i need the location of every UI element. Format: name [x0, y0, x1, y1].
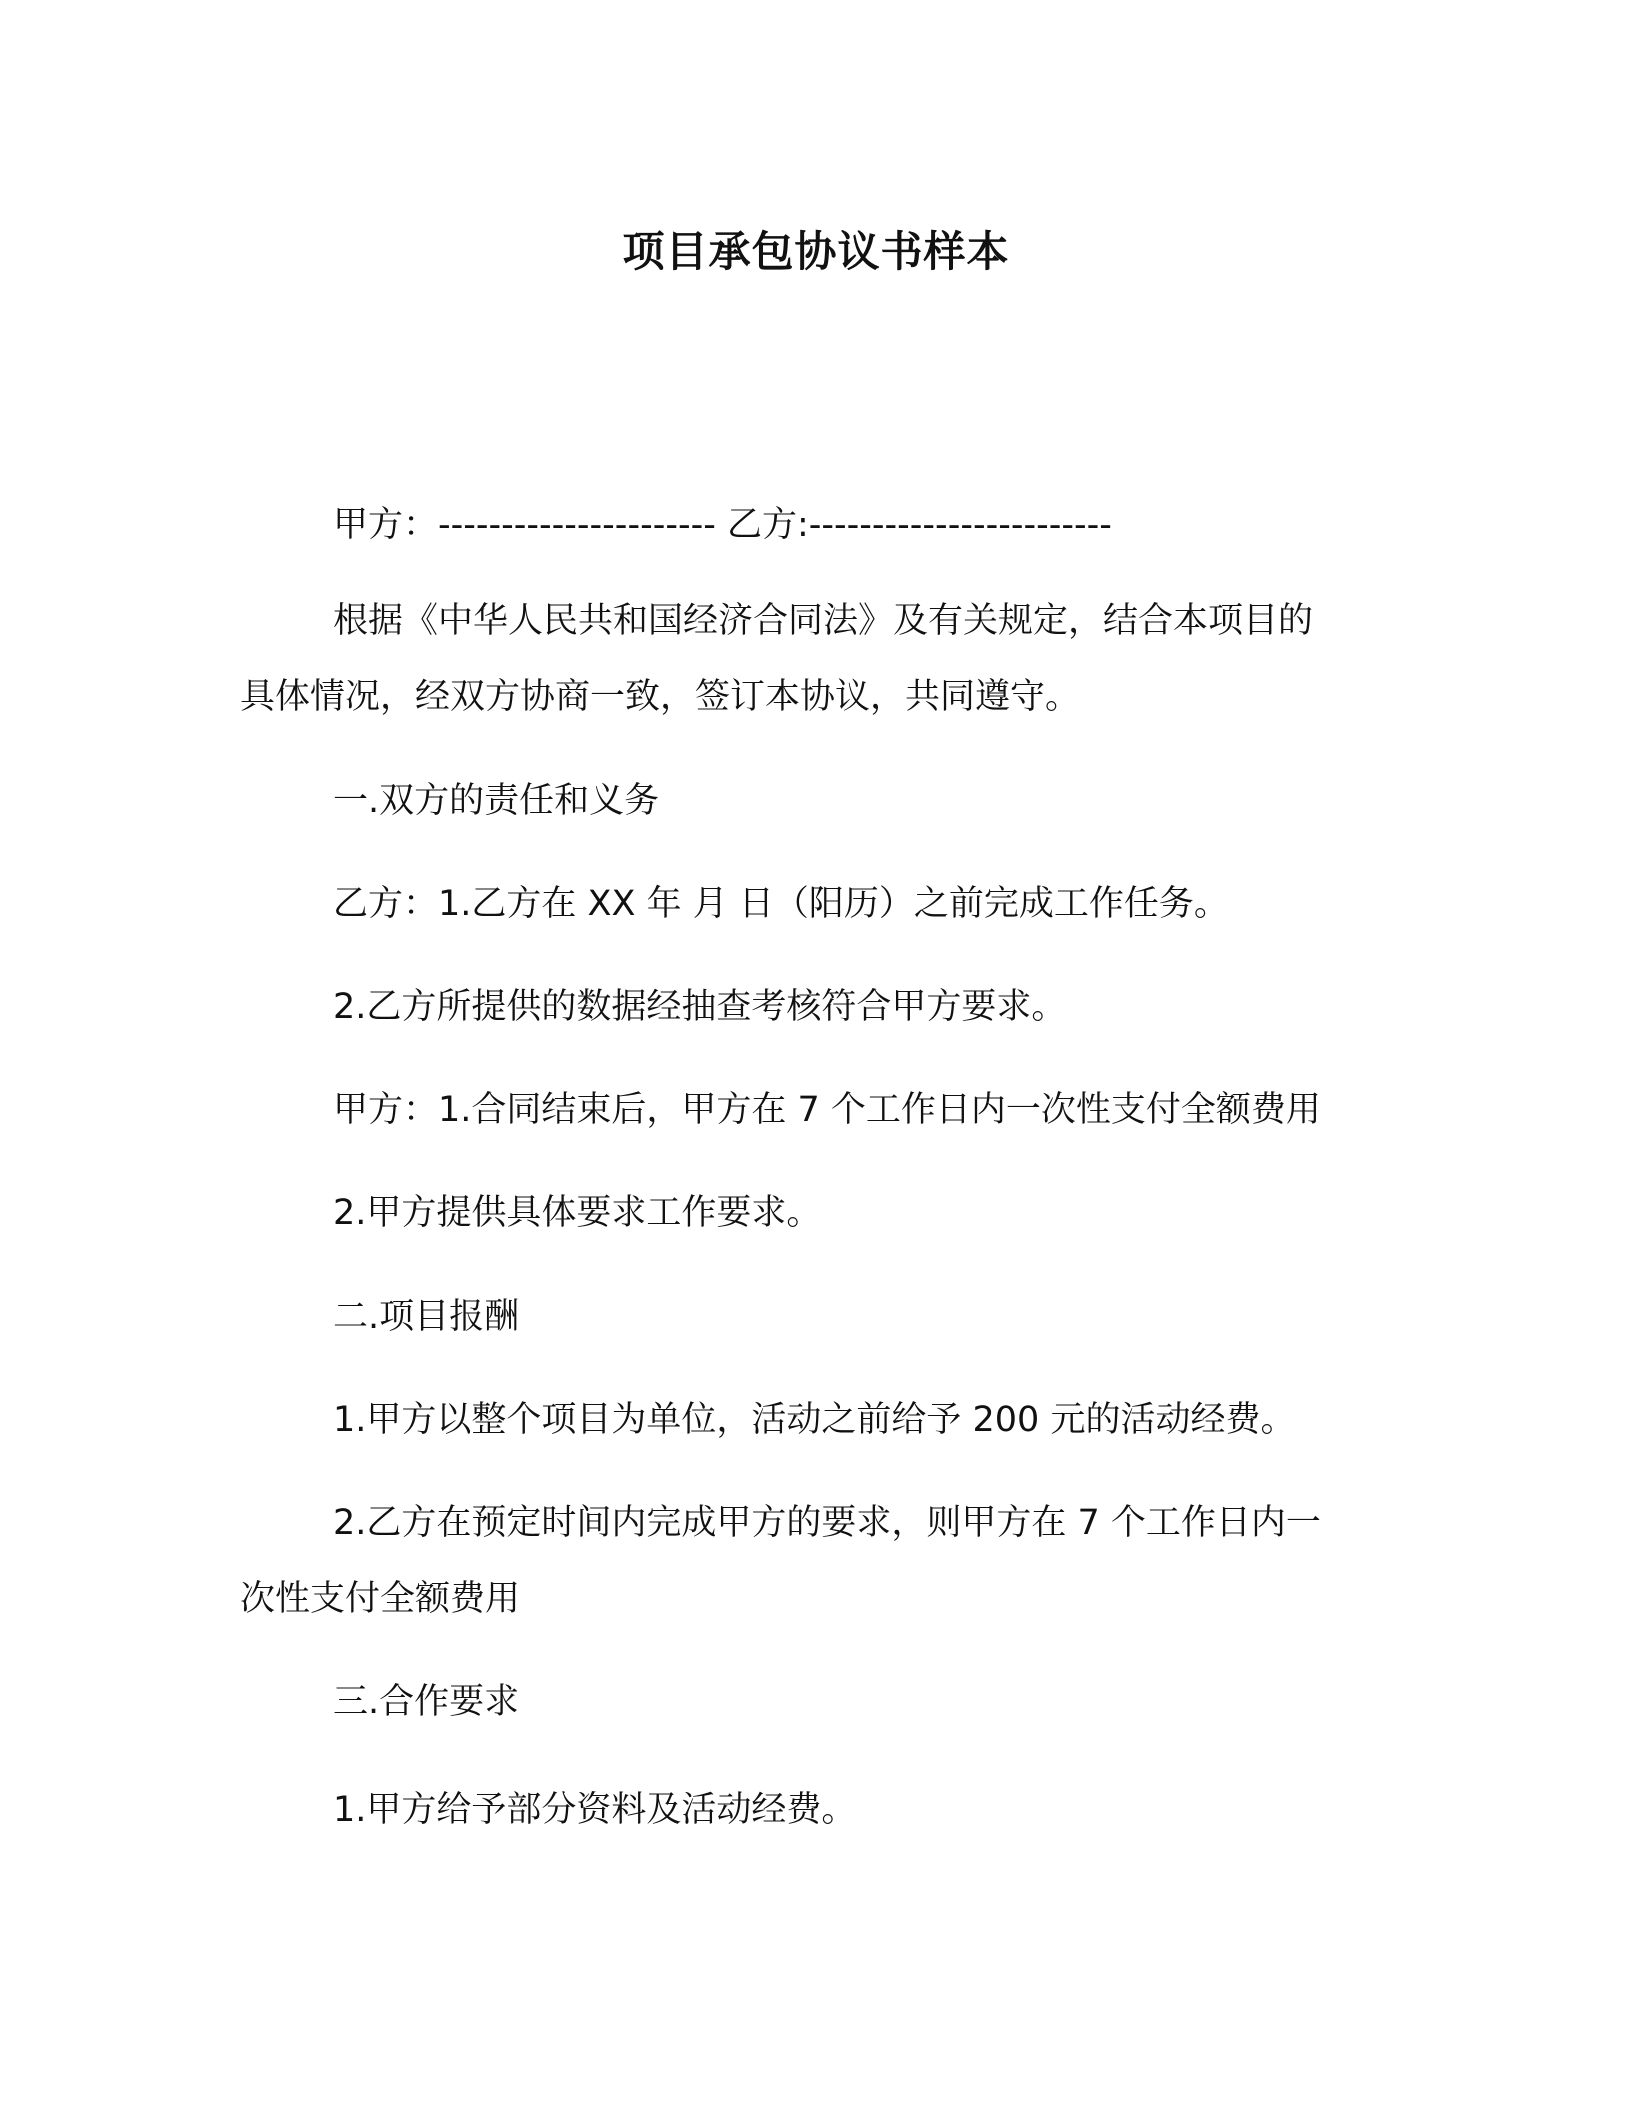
- section-1-heading: 一.双方的责任和义务: [333, 781, 660, 821]
- document-title: 项目承包协议书样本: [622, 227, 1010, 276]
- section-1-jia-item-2: 2.甲方提供具体要求工作要求。: [333, 1193, 822, 1233]
- section-2-item-2-line-1: 2.乙方在预定时间内完成甲方的要求，则甲方在 7 个工作日内一: [333, 1503, 1321, 1543]
- section-2-item-1: 1.甲方以整个项目为单位，活动之前给予 200 元的活动经费。: [333, 1400, 1296, 1440]
- section-1-yi-item-1: 乙方：1.乙方在 XX 年 月 日（阳历）之前完成工作任务。: [333, 884, 1229, 924]
- intro-line-2: 具体情况，经双方协商一致，签订本协议，共同遵守。: [240, 677, 1081, 717]
- section-1-yi-item-2: 2.乙方所提供的数据经抽查考核符合甲方要求。: [333, 987, 1067, 1027]
- section-3-item-1: 1.甲方给予部分资料及活动经费。: [333, 1790, 857, 1830]
- intro-line-1: 根据《中华人民共和国经济合同法》及有关规定，结合本项目的: [333, 601, 1314, 641]
- section-2-heading: 二.项目报酬: [333, 1297, 520, 1337]
- section-1-jia-item-1: 甲方：1.合同结束后，甲方在 7 个工作日内一次性支付全额费用: [333, 1090, 1321, 1130]
- section-3-heading: 三.合作要求: [333, 1682, 520, 1722]
- parties-line: 甲方：---------------------- 乙方:------------------------: [333, 505, 1112, 545]
- section-2-item-2-line-2: 次性支付全额费用: [240, 1579, 521, 1619]
